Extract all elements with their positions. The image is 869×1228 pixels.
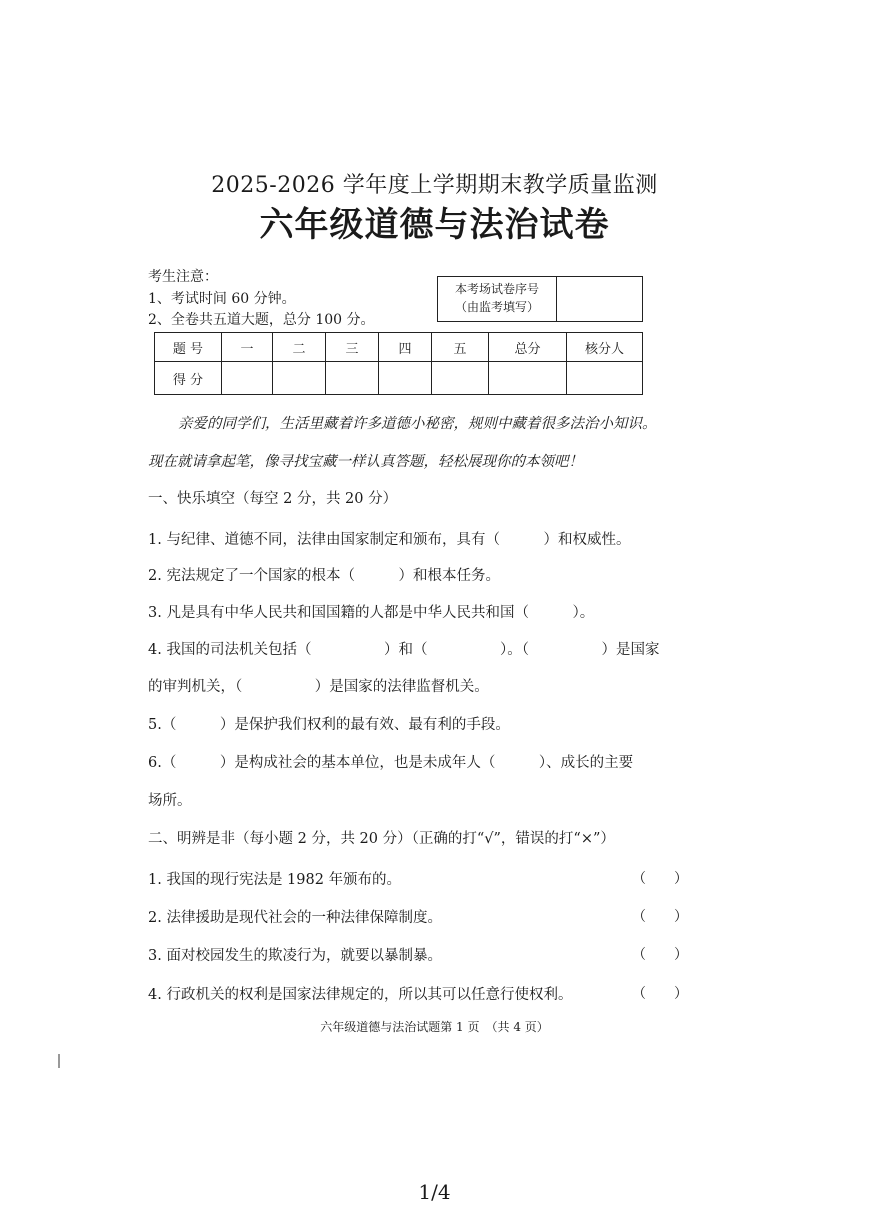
score-row-label: 得 分: [155, 362, 222, 395]
score-cell[interactable]: [326, 362, 379, 395]
answer-bracket[interactable]: （ ）: [632, 909, 688, 925]
score-header-row: [155, 333, 643, 362]
score-header-cell: 题 号: [155, 333, 222, 362]
fill-question-4: 4. 我国的司法机关包括（ ）和（ ）。（ ）是国家: [148, 642, 660, 658]
score-table: [154, 332, 643, 395]
answer-bracket[interactable]: （ ）: [632, 986, 688, 1002]
score-cell[interactable]: [432, 362, 489, 395]
score-cell[interactable]: [222, 362, 273, 395]
judge-question-1: 1. 我国的现行宪法是 1982 年颁布的。: [148, 872, 402, 888]
judge-question-3: 3. 面对校园发生的欺凌行为，就要以暴制暴。: [148, 948, 442, 964]
score-header-cell: 核分人: [567, 333, 643, 362]
answer-bracket[interactable]: （ ）: [632, 871, 688, 887]
score-header-cell: 五: [432, 333, 489, 362]
paper-sequence-label: 本考场试卷序号 （由监考填写）: [438, 277, 557, 321]
fill-question-5: 5.（ ）是保护我们权利的最有效、最有利的手段。: [148, 717, 510, 733]
intro-line-2: 现在就请拿起笔，像寻找宝藏一样认真答题，轻松展现你的本领吧！: [148, 454, 583, 470]
score-cell[interactable]: [273, 362, 326, 395]
paper-sequence-field[interactable]: [557, 277, 642, 321]
judge-question-2: 2. 法律援助是现代社会的一种法律保障制度。: [148, 910, 442, 926]
intro-line-1: 亲爱的同学们，生活里藏着许多道德小秘密，规则中藏着很多法治小知识。: [178, 416, 657, 432]
fill-question-1: 1. 与纪律、道德不同，法律由国家制定和颁布，具有（ ）和权威性。: [148, 532, 631, 548]
exam-title: 六年级道德与法治试卷: [259, 205, 610, 245]
score-header-cell: 二: [273, 333, 326, 362]
score-cell[interactable]: [489, 362, 567, 395]
page-indicator: 1/4: [418, 1180, 451, 1204]
fill-question-3: 3. 凡是具有中华人民共和国国籍的人都是中华人民共和国（ ）。: [148, 605, 595, 621]
score-cell[interactable]: [379, 362, 432, 395]
score-value-row: [155, 362, 643, 395]
notice-title: 考生注意：: [148, 269, 218, 285]
score-header-cell: 总分: [489, 333, 567, 362]
answer-bracket[interactable]: （ ）: [632, 947, 688, 963]
notice-item-time: 1、考试时间 60 分钟。: [148, 291, 296, 307]
paper-sequence-box: [437, 276, 643, 322]
fill-question-6: 6.（ ）是构成社会的基本单位，也是未成年人（ ）、成长的主要: [148, 755, 634, 771]
notice-item-score: 2、全卷共五道大题，总分 100 分。: [148, 312, 375, 328]
judge-question-4: 4. 行政机关的权利是国家法律规定的，所以其可以任意行使权利。: [148, 987, 573, 1003]
exam-subtitle: 2025-2026 学年度上学期期末教学质量监测: [211, 173, 658, 198]
score-header-cell: 四: [379, 333, 432, 362]
section-1-title: 一、快乐填空（每空 2 分，共 20 分）: [148, 491, 398, 507]
score-header-cell: 三: [326, 333, 379, 362]
score-cell[interactable]: [567, 362, 643, 395]
scan-mark: [58, 1054, 60, 1068]
fill-question-2: 2. 宪法规定了一个国家的根本（ ）和根本任务。: [148, 568, 500, 584]
fill-question-6-cont: 场所。: [148, 793, 192, 809]
score-header-cell: 一: [222, 333, 273, 362]
fill-question-4-cont: 的审判机关，（ ）是国家的法律监督机关。: [148, 679, 489, 695]
section-2-title: 二、明辨是非（每小题 2 分，共 20 分）（正确的打“√”，错误的打“×”）: [148, 831, 615, 847]
page-footer: 六年级道德与法治试题第 1 页 （共 4 页）: [320, 1020, 549, 1034]
